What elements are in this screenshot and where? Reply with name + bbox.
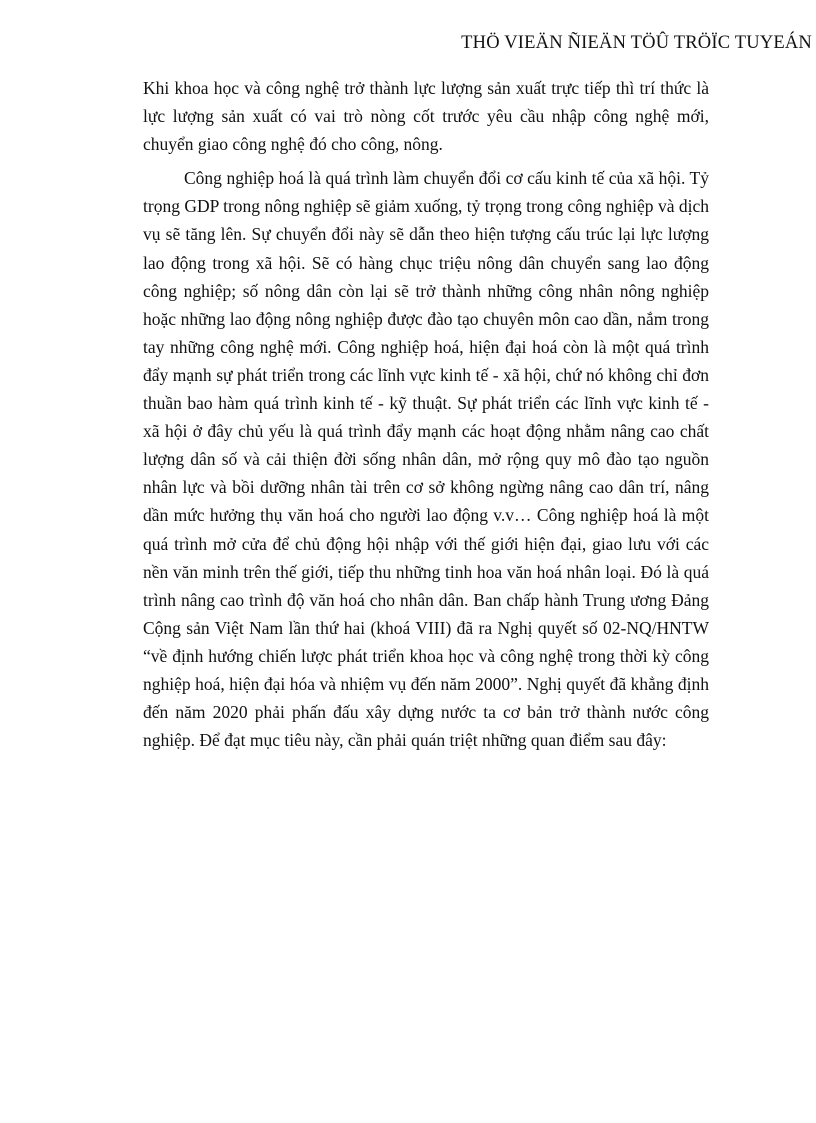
paragraph-knowledge-workforce: Khi khoa học và công nghệ trở thành lực lượng sản xuất trực tiếp thì trí thức là lực lượng sản xuất có vai trò nòng cốt trước yêu cầu nhập công nghệ mới, chuyển giao công nghệ đó cho công, nông. [143,78,709,155]
body-text [143,74,709,754]
running-header-title: THÖ VIEÄN ÑIEÄN TÖÛ TRÖÏC TUYEÁN [461,33,812,53]
paragraph-industrialization: Công nghiệp hoá là quá trình làm chuyển đổi cơ cấu kinh tế của xã hội. Tỷ trọng GDP trong nông nghiệp sẽ giảm xuống, tỷ trọng trong công nghiệp và dịch vụ sẽ tăng lên. Sự chuyển đổi này sẽ dẫn theo hiện tượng cấu trúc lại lực lượng lao động trong xã hội. Sẽ có hàng chục triệu nông dân chuyển sang lao động công nghiệp; số nông dân còn lại sẽ trở thành những công nhân nông nghiệp hoặc những lao động nông nghiệp được đào tạo chuyên môn cao dần, nắm trong tay những công nghệ mới. Công nghiệp hoá, hiện đại hoá còn là một quá trình đẩy mạnh sự phát triển trong các lĩnh vực kinh tế - xã hội, chứ nó không chỉ đơn thuần bao hàm quá trình kinh tế - kỹ thuật. Sự phát triển các lĩnh vực kinh tế - xã hội ở đây chủ yếu là quá trình đẩy mạnh các hoạt động nhằm nâng cao chất lượng dân số và cải thiện đời sống nhân dân, mở rộng quy mô đào tạo nguồn nhân lực và bồi dưỡng nhân tài trên cơ sở không ngừng nâng cao dân trí, nâng dần mức hưởng thụ văn hoá cho người lao động v.v… Công nghiệp hoá là một quá trình mở cửa để chủ động hội nhập với thế giới hiện đại, giao lưu với các nền văn minh trên thế giới, tiếp thu những tinh hoa văn hoá nhân loại. Đó là quá trình nâng cao trình độ văn hoá cho nhân dân. Ban chấp hành Trung ương Đảng Cộng sản Việt Nam lần thứ hai (khoá VIII) đã ra Nghị quyết số 02-NQ/HNTW “về định hướng chiến lược phát triển khoa học và công nghệ trong thời kỳ công nghiệp hoá, hiện đại hóa và nhiệm vụ đến năm 2000”. Nghị quyết đã khẳng định đến năm 2020 phải phấn đấu xây dựng nước ta cơ bản trở thành nước công nghiệp. Để đạt mục tiêu này, cần phải quán triệt những quan điểm sau đây: [143,168,709,751]
